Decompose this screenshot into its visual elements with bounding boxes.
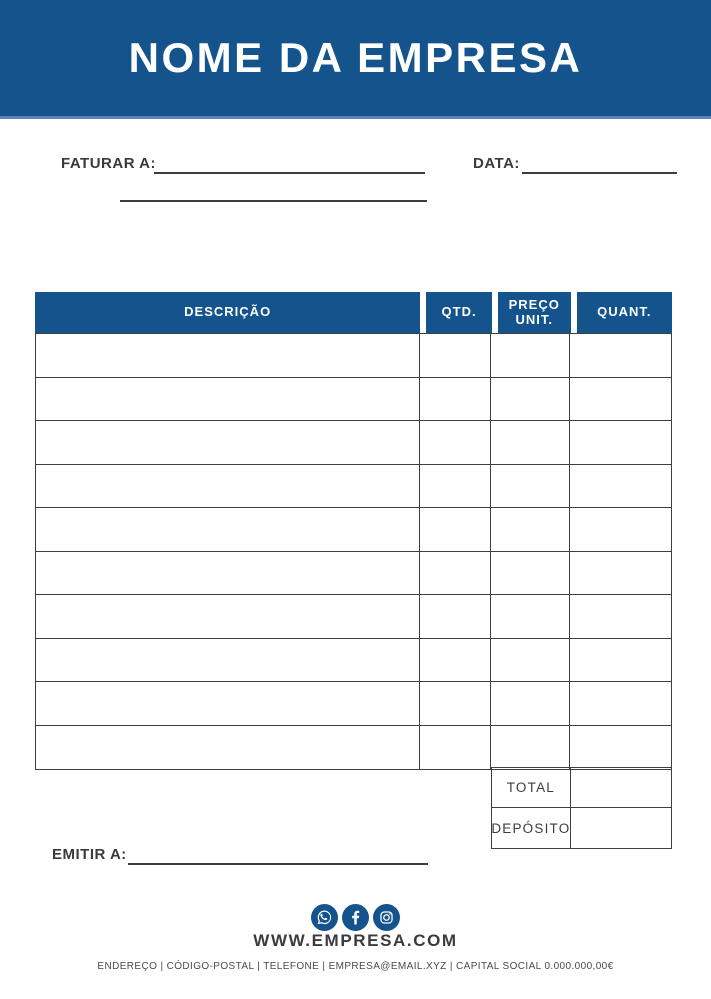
table-cell-empty <box>570 595 671 638</box>
table-cell-empty <box>570 334 671 377</box>
total-row <box>492 768 671 808</box>
bill-to-label: FATURAR A: <box>61 155 156 172</box>
facebook-icon[interactable] <box>342 904 369 931</box>
table-cell-empty <box>570 552 671 595</box>
date-fill-line <box>522 172 677 174</box>
table-cell-empty <box>36 378 420 421</box>
column-header-qty: QTD. <box>420 292 491 333</box>
table-cell-empty <box>420 639 491 682</box>
company-details-line: ENDEREÇO | CÓDIGO-POSTAL | TELEFONE | EMPRESA@EMAIL.XYZ | CAPITAL SOCIAL 0.000.000,00€ <box>97 961 614 972</box>
table-cell-empty <box>491 378 570 421</box>
issue-to-fill-line <box>128 863 428 865</box>
table-cell-empty <box>491 421 570 464</box>
header-band <box>0 0 711 119</box>
table-cell-empty <box>420 334 491 377</box>
table-row <box>36 508 671 552</box>
table-cell-empty <box>420 465 491 508</box>
table-cell-empty <box>36 552 420 595</box>
table-cell-empty <box>420 726 491 770</box>
table-cell-empty <box>36 639 420 682</box>
bill-to-fill-line-1 <box>154 172 425 174</box>
table-cell-empty <box>491 726 570 770</box>
table-cell-empty <box>420 378 491 421</box>
table-cell-empty <box>491 639 570 682</box>
company-name-title: NOME DA EMPRESA <box>128 34 583 81</box>
table-cell-empty <box>36 726 420 770</box>
table-row <box>36 552 671 596</box>
table-cell-empty <box>570 682 671 725</box>
table-cell-empty <box>420 595 491 638</box>
social-icons-row <box>0 904 711 931</box>
website-text[interactable]: WWW.EMPRESA.COM <box>253 931 458 950</box>
total-label: TOTAL <box>492 768 571 807</box>
table-cell-empty <box>491 334 570 377</box>
table-cell-empty <box>491 595 570 638</box>
table-cell-empty <box>491 508 570 551</box>
whatsapp-icon[interactable] <box>311 904 338 931</box>
table-cell-empty <box>491 682 570 725</box>
items-table <box>35 292 672 770</box>
table-cell-empty <box>420 552 491 595</box>
deposit-row <box>492 808 671 848</box>
table-row <box>36 682 671 726</box>
table-cell-empty <box>570 378 671 421</box>
total-value-cell <box>571 768 671 807</box>
column-header-description: DESCRIÇÃO <box>35 292 420 333</box>
column-header-unit-price: PREÇO UNIT. <box>492 292 571 333</box>
totals-box <box>491 767 672 849</box>
table-cell-empty <box>36 595 420 638</box>
date-label: DATA: <box>473 155 520 172</box>
table-cell-empty <box>420 421 491 464</box>
table-cell-empty <box>36 465 420 508</box>
column-header-quant: QUANT. <box>571 292 672 333</box>
table-cell-empty <box>570 465 671 508</box>
table-row <box>36 595 671 639</box>
table-body <box>35 333 672 770</box>
table-row <box>36 726 671 770</box>
table-row <box>36 334 671 378</box>
items-table-header <box>35 292 672 333</box>
table-cell-empty <box>420 508 491 551</box>
table-cell-empty <box>491 465 570 508</box>
deposit-label: DEPÓSITO <box>492 808 571 848</box>
table-cell-empty <box>570 639 671 682</box>
table-cell-empty <box>491 552 570 595</box>
table-cell-empty <box>36 421 420 464</box>
table-cell-empty <box>570 726 671 770</box>
table-row <box>36 465 671 509</box>
table-cell-empty <box>36 682 420 725</box>
table-row <box>36 421 671 465</box>
table-cell-empty <box>570 508 671 551</box>
table-cell-empty <box>36 508 420 551</box>
instagram-icon[interactable] <box>373 904 400 931</box>
table-cell-empty <box>420 682 491 725</box>
table-row <box>36 378 671 422</box>
table-cell-empty <box>570 421 671 464</box>
table-cell-empty <box>36 334 420 377</box>
deposit-value-cell <box>571 808 671 848</box>
bill-to-fill-line-2 <box>120 200 427 202</box>
issue-to-label: EMITIR A: <box>52 846 127 863</box>
table-row <box>36 639 671 683</box>
